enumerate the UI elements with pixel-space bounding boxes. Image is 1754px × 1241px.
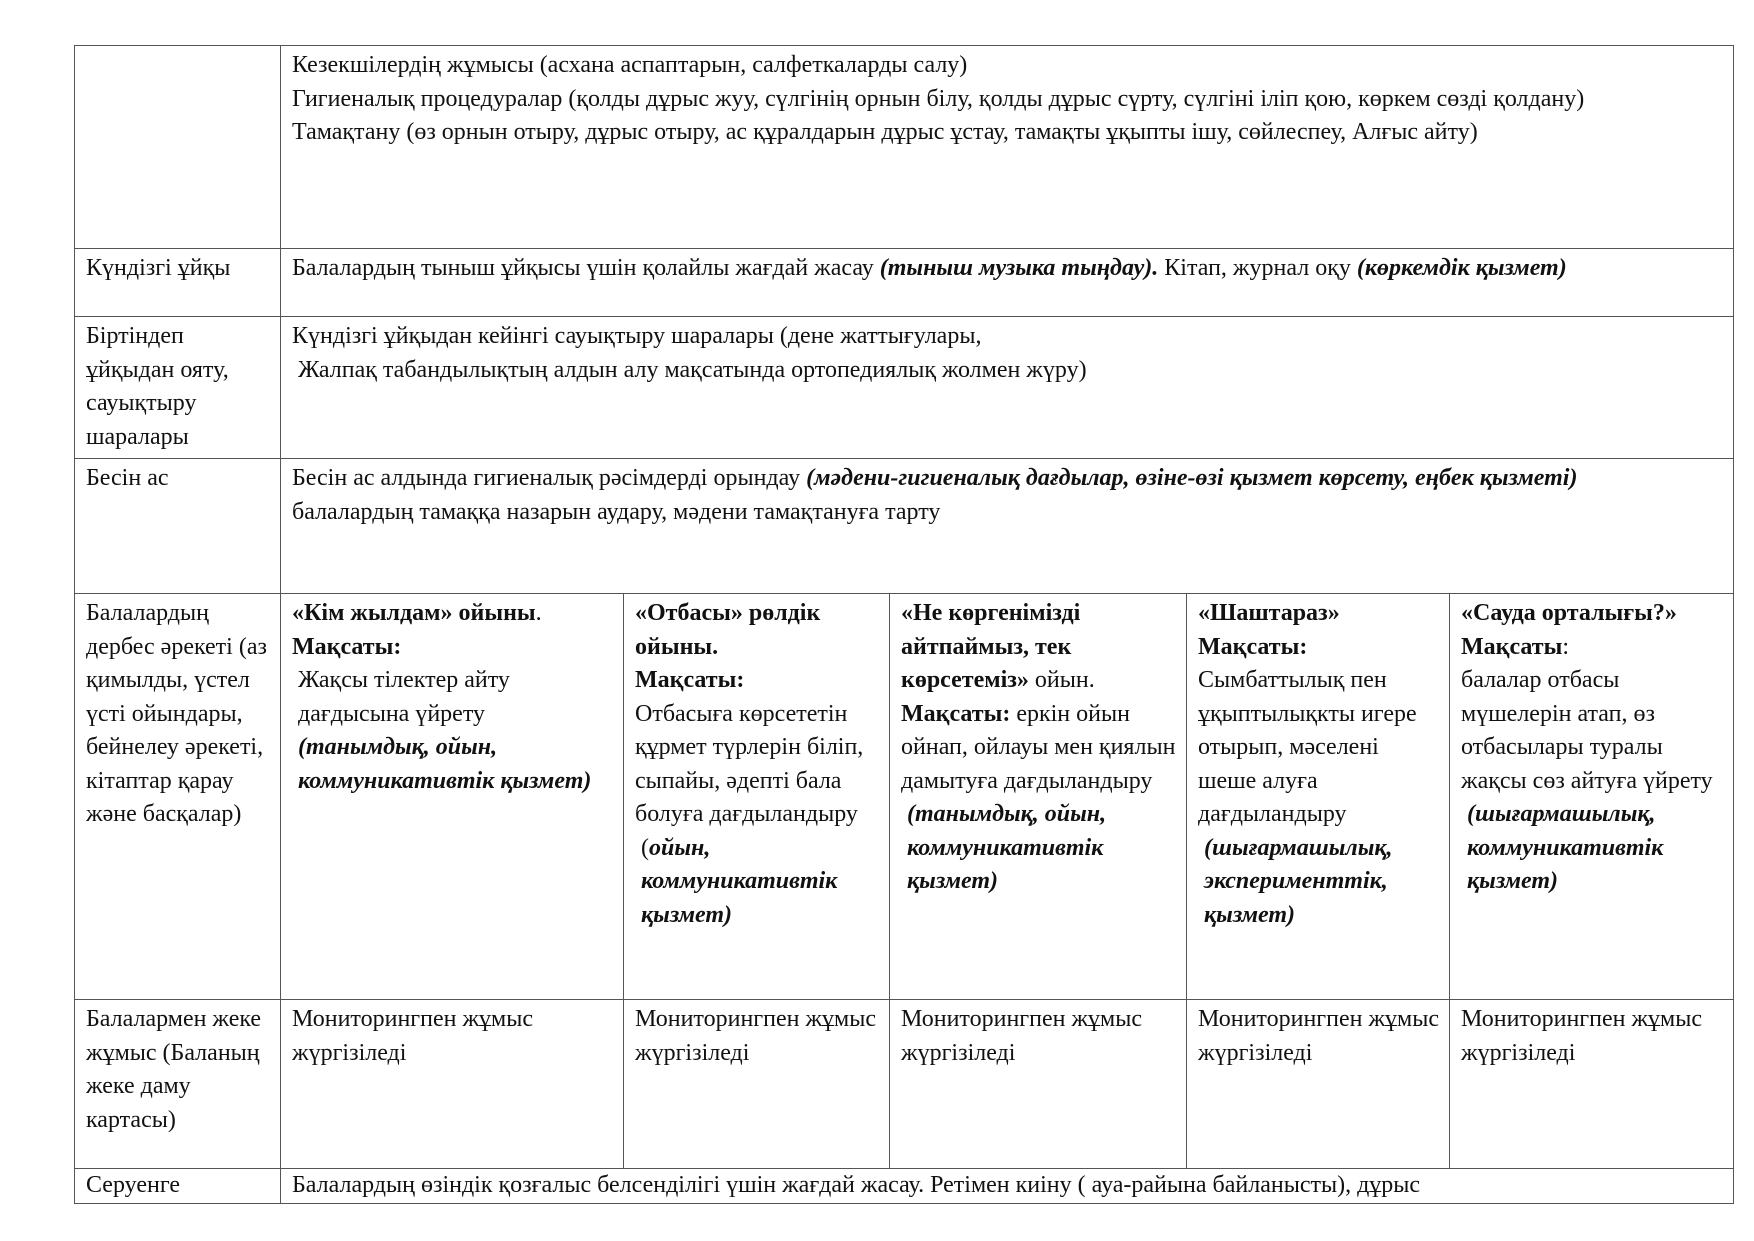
activity-note: (шығармашылық, коммуникативтік қызмет) [1467,801,1664,894]
goal-label: Мақсаты: [635,667,745,693]
activity-note: (көркемдік қызмет) [1356,255,1567,281]
row-day-sleep [75,249,1734,317]
row-label-empty [75,46,281,249]
activity-cell-1 [281,594,624,1000]
row-independent-activity [75,594,1734,1000]
duty-line: Кезекшілердің жұмысы (асхана аспаптарын, салфеткаларды салу) [292,52,968,78]
row-wake-up [75,317,1734,459]
goal-text: Отбасыға көрсететін құрмет түрлерін біліп, сыпайы, әдепті бала болуға дағдыландыру [635,700,864,827]
row-label: Бесін ас [75,459,281,594]
goal-label: Мақсаты: [1198,633,1308,660]
row-label: Біртіндеп ұйқыдан ояту, сауықтыру шаралары [75,317,281,459]
text: . [535,600,542,626]
activity-cell-2 [624,594,890,1000]
monitoring-cell: Мониторингпен жұмыс жүргізіледі [890,1000,1187,1169]
goal-label: Мақсаты: [292,633,402,660]
activity-cell-3 [890,594,1187,1000]
wake-line: Күндізгі ұйқыдан кейінгі сауықтыру шаралары (дене жаттығулары, [292,323,982,349]
game-title: «Не көргенімізді айтпаймыз, тек көрсетеміз» [901,600,1081,693]
activity-note: (танымдық, ойын, коммуникативтік қызмет) [907,801,1107,894]
day-sleep-cell [281,249,1734,317]
activity-cell-4 [1187,594,1450,1000]
activity-note: (мәдени-гигиеналық дағдылар, өзіне-өзі қызмет көрсету, еңбек қызметі) [806,465,1578,491]
activity-note: (шығармашылық, эксперименттік, қызмет) [1204,834,1393,928]
text: Балалардың тыныш ұйқысы үшін қолайлы жағдай жасау [292,255,880,281]
row-label: Серуенге [75,1169,281,1204]
row-meal-duty [75,46,1734,249]
row-label: Балалармен жеке жұмыс (Баланың жеке даму картасы) [75,1000,281,1169]
text: ( [641,834,649,861]
monitoring-cell: Мониторингпен жұмыс жүргізіледі [281,1000,624,1169]
game-title: «Сауда орталығы?» [1461,600,1677,626]
monitoring-cell: Мониторингпен жұмыс жүргізіледі [624,1000,890,1169]
text: ойын. [1028,667,1095,693]
goal-text: еркін ойын ойнап, ойлауы мен қиялын дамытуға дағдыландыру [901,700,1176,794]
activity-note: ойын, коммуникативтік қызмет) [641,834,838,928]
text: Бесін ас алдында гигиеналық рәсімдерді орындау [292,465,807,491]
activity-note-wrap [635,832,881,933]
activity-cell-5 [1450,594,1734,1000]
row-walk [75,1169,1734,1204]
goal-label: Мақсаты: [901,700,1011,727]
goal-label: Мақсаты [1461,633,1563,660]
row-label: Күндізгі ұйқы [75,249,281,317]
row-individual-work [75,1000,1734,1169]
hygiene-line: Гигиеналық процедуралар (қолды дұрыс жуу, сүлгінің орнын білу, қолды дұрыс сүрту, сүлгіні іліп қою, көркем сөзді қолдану) [292,85,1585,112]
goal-text: Сымбаттылық пен ұқыптылықкты игере отырып, мәселені шеше алуға дағдыландыру [1198,667,1417,827]
wake-up-cell [281,317,1734,459]
goal-text: Жақсы тілектер айту дағдысына үйрету [298,667,510,727]
monitoring-cell: Мониторингпен жұмыс жүргізіледі [1187,1000,1450,1169]
game-title: «Отбасы» рөлдік ойыны. [635,600,821,660]
game-title: «Кім жылдам» ойыны [292,600,536,626]
text: : [1562,633,1570,660]
row-afternoon-snack [75,459,1734,594]
snack-cell [281,459,1734,594]
row-label: Балалардың дербес әрекеті (аз қимылды, үстел үсті ойындары, бейнелеу әрекеті, кітаптар қарау және басқалар) [75,594,281,1000]
snack-line: балалардың тамаққа назарын аудару, мәдени тамақтануға тарту [292,498,941,525]
game-title: «Шаштараз» [1198,600,1340,626]
monitoring-cell: Мониторингпен жұмыс жүргізіледі [1450,1000,1734,1169]
activity-note: (тыныш музыка тыңдау). [879,255,1159,281]
text: Кітап, журнал оқу [1158,255,1357,281]
eating-line: Тамақтану (өз орнын отыру, дұрыс отыру, ас құралдарын дұрыс ұстау, тамақты ұқыпты ішу, сөйлеспеу, Алғыс айту) [292,119,1478,145]
meal-duty-cell [281,46,1734,249]
daily-plan-table [74,45,1734,1204]
goal-text: балалар отбасы мүшелерін атап, өз отбасылары туралы жақсы сөз айтуға үйрету [1461,667,1713,794]
wake-line: Жалпақ табандылықтың алдын алу мақсатында ортопедиялық жолмен жүру) [298,356,1087,383]
activity-note: (танымдық, ойын, коммуникативтік қызмет) [298,734,592,794]
walk-cell: Балалардың өзіндік қозғалыс белсенділігі үшін жағдай жасау. Ретімен киіну ( ауа-райына байланысты), дұрыс [281,1169,1734,1204]
